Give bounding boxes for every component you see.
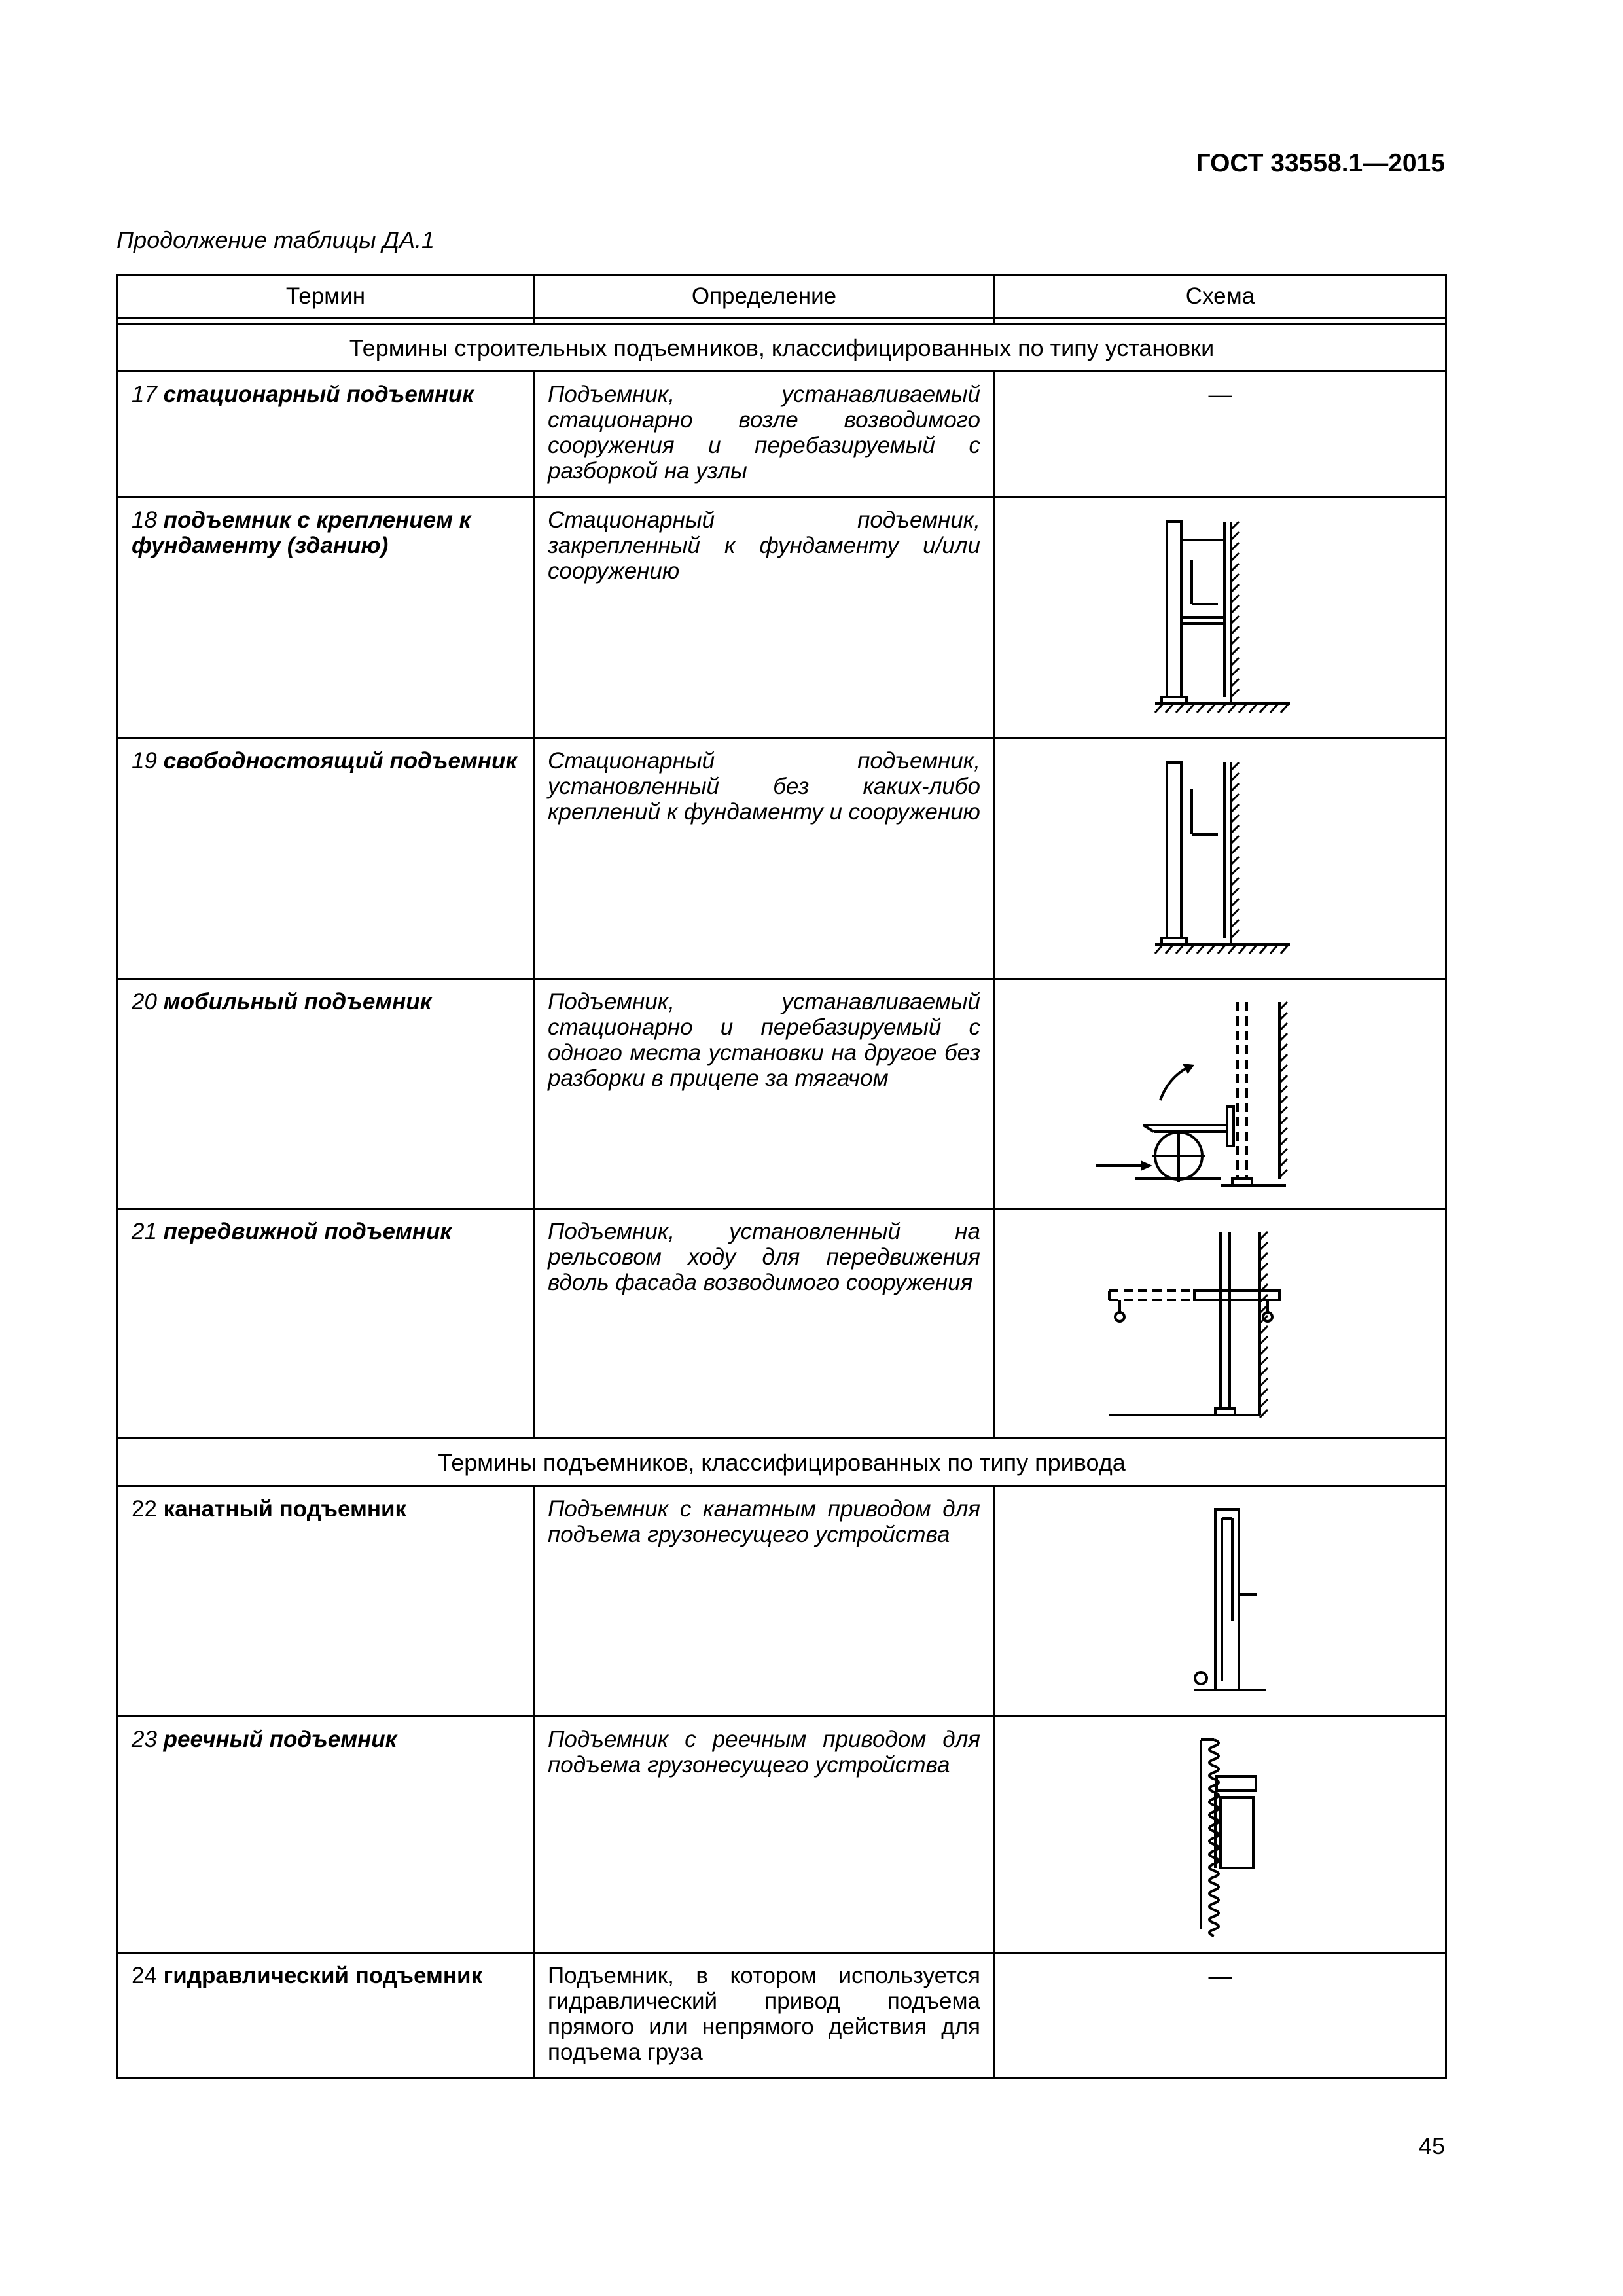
terms-table — [116, 274, 1447, 2079]
term-name: гидравлический подъемник — [163, 1963, 483, 1988]
page-number: 45 — [1418, 2132, 1445, 2159]
term-number: 20 — [132, 989, 157, 1014]
table-row — [118, 1209, 1446, 1439]
scheme-rope-hoist-drawing — [1155, 1496, 1286, 1706]
definition-cell: Подъемник с реечным приводом для подъема грузонесущего устройства — [534, 1717, 995, 1953]
section-title: Термины строительных подъемников, классифицированных по типу установки — [118, 324, 1446, 372]
definition-cell: Подъемник, устанавливаемый стационарно и перебазируемый с одного места установки на другое без разборки в прицепе за тягачом — [534, 979, 995, 1209]
table-row — [118, 1953, 1446, 2079]
term-number: 23 — [132, 1727, 157, 1752]
table-row — [118, 1486, 1446, 1717]
term-name: свободностоящий подъемник — [163, 748, 518, 774]
term-cell — [118, 738, 534, 979]
term-name: реечный подъемник — [163, 1727, 397, 1752]
term-cell — [118, 1953, 534, 2079]
scheme-cell — [995, 979, 1446, 1209]
scheme-rail-hoist-drawing — [1096, 1219, 1345, 1428]
term-cell — [118, 1209, 534, 1439]
definition-cell: Подъемник с канатным приводом для подъема грузонесущего устройства — [534, 1486, 995, 1717]
column-header-term: Термин — [118, 275, 534, 318]
term-cell — [118, 979, 534, 1209]
table-row — [118, 497, 1446, 738]
definition-cell: Стационарный подъемник, установленный без каких-либо креплений к фундаменту и сооружению — [534, 738, 995, 979]
definition-cell: Подъемник, в котором используется гидравлический привод подъема прямого или непрямого действия для подъема груза — [534, 1953, 995, 2079]
term-name: стационарный подъемник — [163, 382, 474, 407]
term-number: 22 — [132, 1496, 157, 1522]
term-cell — [118, 372, 534, 497]
section-row-installation — [118, 324, 1446, 372]
document-code: ГОСТ 33558.1—2015 — [1196, 149, 1445, 177]
scheme-cell — [995, 497, 1446, 738]
section-row-drive — [118, 1439, 1446, 1486]
table-row — [118, 1717, 1446, 1953]
term-number: 21 — [132, 1219, 157, 1244]
term-cell — [118, 497, 534, 738]
term-name: передвижной подъемник — [163, 1219, 452, 1244]
term-name: подъемник с креплением к фундаменту (зданию) — [132, 507, 471, 558]
header-gap — [118, 318, 1446, 324]
scheme-dash: — — [1208, 1962, 1232, 1989]
scheme-cell — [995, 1209, 1446, 1439]
scheme-cell — [995, 1953, 1446, 2079]
section-title: Термины подъемников, классифицированных по типу привода — [118, 1439, 1446, 1486]
scheme-dash: — — [1208, 381, 1232, 408]
term-number: 19 — [132, 748, 157, 774]
definition-cell: Подъемник, установленный на рельсовом ходу для передвижения вдоль фасада возводимого сооружения — [534, 1209, 995, 1439]
scheme-cell — [995, 738, 1446, 979]
scheme-cell — [995, 1486, 1446, 1717]
term-name: мобильный подъемник — [163, 989, 432, 1014]
scheme-mobile-hoist-drawing — [1090, 989, 1351, 1198]
scheme-rack-hoist-drawing — [1155, 1727, 1286, 1943]
term-name: канатный подъемник — [163, 1496, 407, 1522]
column-header-definition: Определение — [534, 275, 995, 318]
table-row — [118, 372, 1446, 497]
scheme-anchored-hoist-drawing — [1135, 507, 1306, 723]
term-cell — [118, 1717, 534, 1953]
scheme-cell — [995, 372, 1446, 497]
term-number: 24 — [132, 1963, 157, 1988]
table-row — [118, 738, 1446, 979]
term-cell — [118, 1486, 534, 1717]
table-continuation-caption: Продолжение таблицы ДА.1 — [116, 226, 435, 253]
definition-cell: Стационарный подъемник, закрепленный к фундаменту и/или сооружению — [534, 497, 995, 738]
scheme-cell — [995, 1717, 1446, 1953]
scheme-freestanding-hoist-drawing — [1135, 748, 1306, 964]
term-number: 17 — [132, 382, 157, 407]
term-number: 18 — [132, 507, 157, 533]
column-header-scheme: Схема — [995, 275, 1446, 318]
table-row — [118, 979, 1446, 1209]
table-header-row — [118, 275, 1446, 318]
definition-cell: Подъемник, устанавливаемый стационарно возле возводимого сооружения и перебазируемый с разборкой на узлы — [534, 372, 995, 497]
